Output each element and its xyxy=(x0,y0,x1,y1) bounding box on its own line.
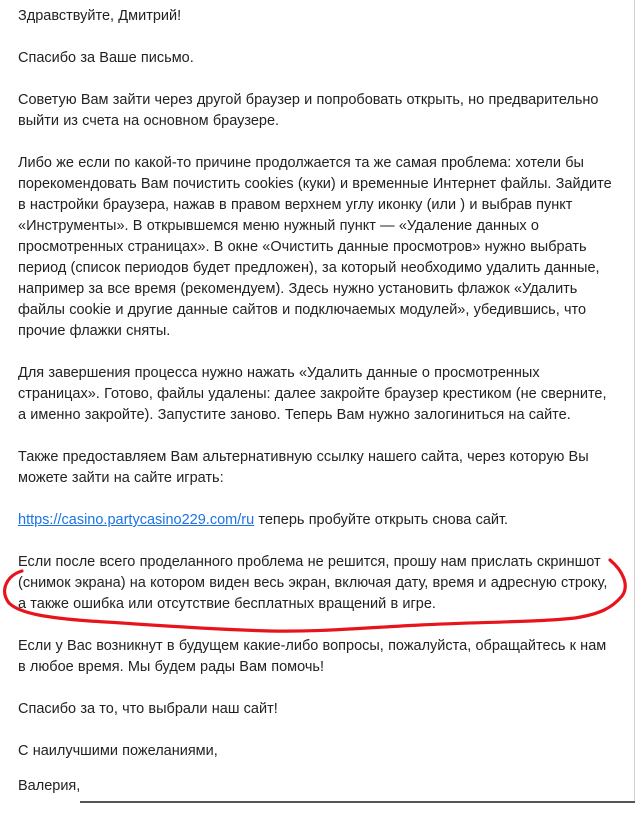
clear-cookies-paragraph: Либо же если по какой-то причине продолжается та же самая проблема: хотели бы порекомендовать Вам почистить cookies (куки) и временные Интернет файлы. Зайдите в настройки браузера, нажав в правом верхнем углу иконку (или ) и выбрав пункт «Инструменты». В открывшемся меню нужный пункт — «Удаление данных о просмотренных страницах». В окне «Очистить данные просмотров» нужно выбрать период (список периодов будет предложен), за который необходимо удалить данные, например за все время (рекомендуем). Здесь нужно установить флажок «Удалить файлы cookie и другие данные сайтов и подключаемых модулей», убедившись, что прочие флажки сняты. xyxy=(18,155,612,339)
future-questions-paragraph: Если у Вас возникнут в будущем какие-либо вопросы, пожалуйста, обращайтесь к нам в любое время. Мы будем рады Вам помочь! xyxy=(18,638,607,675)
link-paragraph xyxy=(18,510,618,531)
alternative-link-paragraph: Также предоставляем Вам альтернативную ссылку нашего сайта, через которую Вы можете зайти на сайте играть: xyxy=(18,449,589,486)
casino-link[interactable]: https://casino.partycasino229.com/ru xyxy=(18,512,255,528)
email-body xyxy=(18,6,618,818)
screenshot-request-paragraph: Если после всего проделанного проблема не решится, прошу нам прислать скриншот (снимок экрана) на котором виден весь экран, включая дату, время и адресную строку, а также ошибка или отсутствие бесплатных вращений в игре. xyxy=(18,554,608,612)
finish-process-paragraph: Для завершения процесса нужно нажать «Удалить данные о просмотренных страницах». Готово, файлы удалены: далее закройте браузер крестиком (не сверните, а именно закройте). Запустите заново. Теперь Вам нужно залогиниться на сайте. xyxy=(18,365,607,423)
thank-you-paragraph: Спасибо за то, что выбрали наш сайт! xyxy=(18,701,278,717)
greeting: Здравствуйте, Дмитрий! xyxy=(18,8,182,24)
closing-line: С наилучшими пожеланиями, xyxy=(18,743,218,759)
signature: Валерия, xyxy=(18,778,81,794)
thanks-paragraph: Спасибо за Ваше письмо. xyxy=(18,50,194,66)
link-suffix-text: теперь пробуйте открыть снова сайт. xyxy=(254,512,509,528)
browser-advice-paragraph: Советую Вам зайти через другой браузер и попробовать открыть, но предварительно выйти из счета на основном браузере. xyxy=(18,92,599,129)
